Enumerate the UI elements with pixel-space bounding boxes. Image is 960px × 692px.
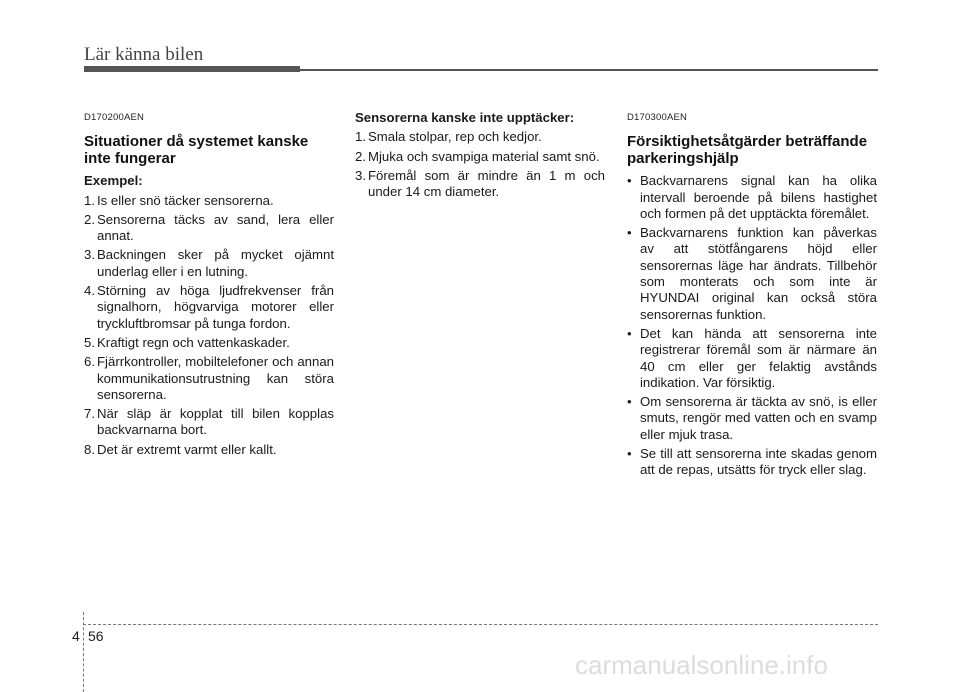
item-number: 2. bbox=[84, 211, 95, 227]
item-text: Backvarnarens funktion kan påverkas av att stötfångarens höjd eller sensorernas läge har ändrats. Tillbehör som monterats och som inte är HYUNDAI original kan också störa sensorernas funktion. bbox=[640, 225, 877, 322]
item-text: Sensorerna täcks av sand, lera eller annat. bbox=[97, 211, 334, 244]
item-number: 1. bbox=[355, 129, 366, 145]
header-rule-thick bbox=[84, 66, 300, 72]
bullet: • bbox=[627, 394, 632, 410]
list-item bbox=[84, 406, 334, 439]
chapter-number: 4 bbox=[72, 628, 80, 644]
list-item bbox=[355, 168, 605, 201]
item-text: Backvarnarens signal kan ha olika intervall beroende på bilens hastighet och formen på det upptäckta föremålet. bbox=[640, 173, 877, 221]
bullet: • bbox=[627, 446, 632, 462]
item-text: Det kan hända att sensorerna inte registrerar föremål som är närmare än 40 cm eller ger felaktig avstånds indikation. Var försiktig. bbox=[640, 325, 877, 390]
item-number: 2. bbox=[355, 148, 366, 164]
item-text: Smala stolpar, rep och kedjor. bbox=[368, 129, 542, 145]
item-text: Mjuka och svampiga material samt snö. bbox=[368, 148, 600, 164]
subheading-examples: Exempel: bbox=[84, 173, 143, 189]
item-text: Backningen sker på mycket ojämnt underlag eller i en lutning. bbox=[97, 247, 334, 279]
section-code: D170300AEN bbox=[627, 112, 688, 123]
item-text: Om sensorerna är täckta av snö, is eller smuts, rengör med vatten och en svamp eller mjuk trasa. bbox=[640, 394, 877, 442]
list-item bbox=[627, 225, 877, 323]
bullet: • bbox=[627, 225, 632, 241]
item-number: 4. bbox=[84, 283, 95, 299]
list-item bbox=[355, 129, 605, 145]
item-number: 7. bbox=[84, 406, 95, 422]
list-item bbox=[84, 283, 334, 332]
item-number: 3. bbox=[84, 247, 95, 263]
list-item bbox=[84, 212, 334, 245]
page-number: 56 bbox=[88, 628, 104, 644]
item-text: Det är extremt varmt eller kallt. bbox=[97, 441, 277, 457]
not-detected-list bbox=[355, 129, 605, 200]
watermark: carmanualsonline.info bbox=[575, 650, 828, 680]
bullet: • bbox=[627, 325, 632, 341]
item-text: Kraftigt regn och vattenkaskader. bbox=[97, 334, 290, 350]
list-item bbox=[627, 173, 877, 222]
page-header-title: Lär känna bilen bbox=[84, 44, 204, 65]
list-item bbox=[84, 335, 334, 351]
subheading-not-detected: Sensorerna kanske inte upptäcker: bbox=[355, 110, 575, 125]
list-item bbox=[627, 394, 877, 443]
column-2 bbox=[355, 110, 605, 203]
list-item bbox=[627, 326, 877, 391]
column-1 bbox=[84, 110, 334, 461]
item-text: Se till att sensorerna inte skadas genom att de repas, utsätts för tryck eller slag. bbox=[640, 446, 877, 478]
item-text: När släp är kopplat till bilen kopplas backvarnarna bort. bbox=[97, 406, 334, 438]
column-3 bbox=[627, 110, 877, 482]
header-rule-thin bbox=[300, 69, 878, 71]
item-number: 3. bbox=[355, 167, 366, 183]
item-number: 8. bbox=[84, 441, 95, 457]
section-heading: Situationer då systemet kanske inte fungerar bbox=[84, 133, 309, 168]
section-heading: Försiktighetsåtgärder beträffande parkeringshjälp bbox=[627, 133, 868, 168]
list-item bbox=[84, 442, 334, 458]
list-item bbox=[355, 149, 605, 165]
footer-divider-horizontal bbox=[83, 624, 878, 625]
precautions-list bbox=[627, 173, 877, 478]
item-text: Störning av höga ljudfrekvenser från signalhorn, högvarviga motorer eller tryckluftbromsar på tunga fordon. bbox=[97, 283, 334, 331]
item-number: 5. bbox=[84, 334, 95, 350]
bullet: • bbox=[627, 173, 632, 189]
list-item bbox=[84, 354, 334, 403]
item-text: Fjärrkontroller, mobiltelefoner och annan kommunikationsutrustning kan störa sensorerna. bbox=[97, 354, 334, 402]
list-item bbox=[627, 446, 877, 479]
item-number: 1. bbox=[84, 192, 95, 208]
list-item bbox=[84, 193, 334, 209]
examples-list bbox=[84, 193, 334, 458]
item-text: Föremål som är mindre än 1 m och under 14 cm diameter. bbox=[368, 167, 605, 200]
list-item bbox=[84, 247, 334, 280]
item-number: 6. bbox=[84, 354, 95, 370]
section-code: D170200AEN bbox=[84, 112, 145, 123]
item-text: Is eller snö täcker sensorerna. bbox=[97, 192, 274, 208]
